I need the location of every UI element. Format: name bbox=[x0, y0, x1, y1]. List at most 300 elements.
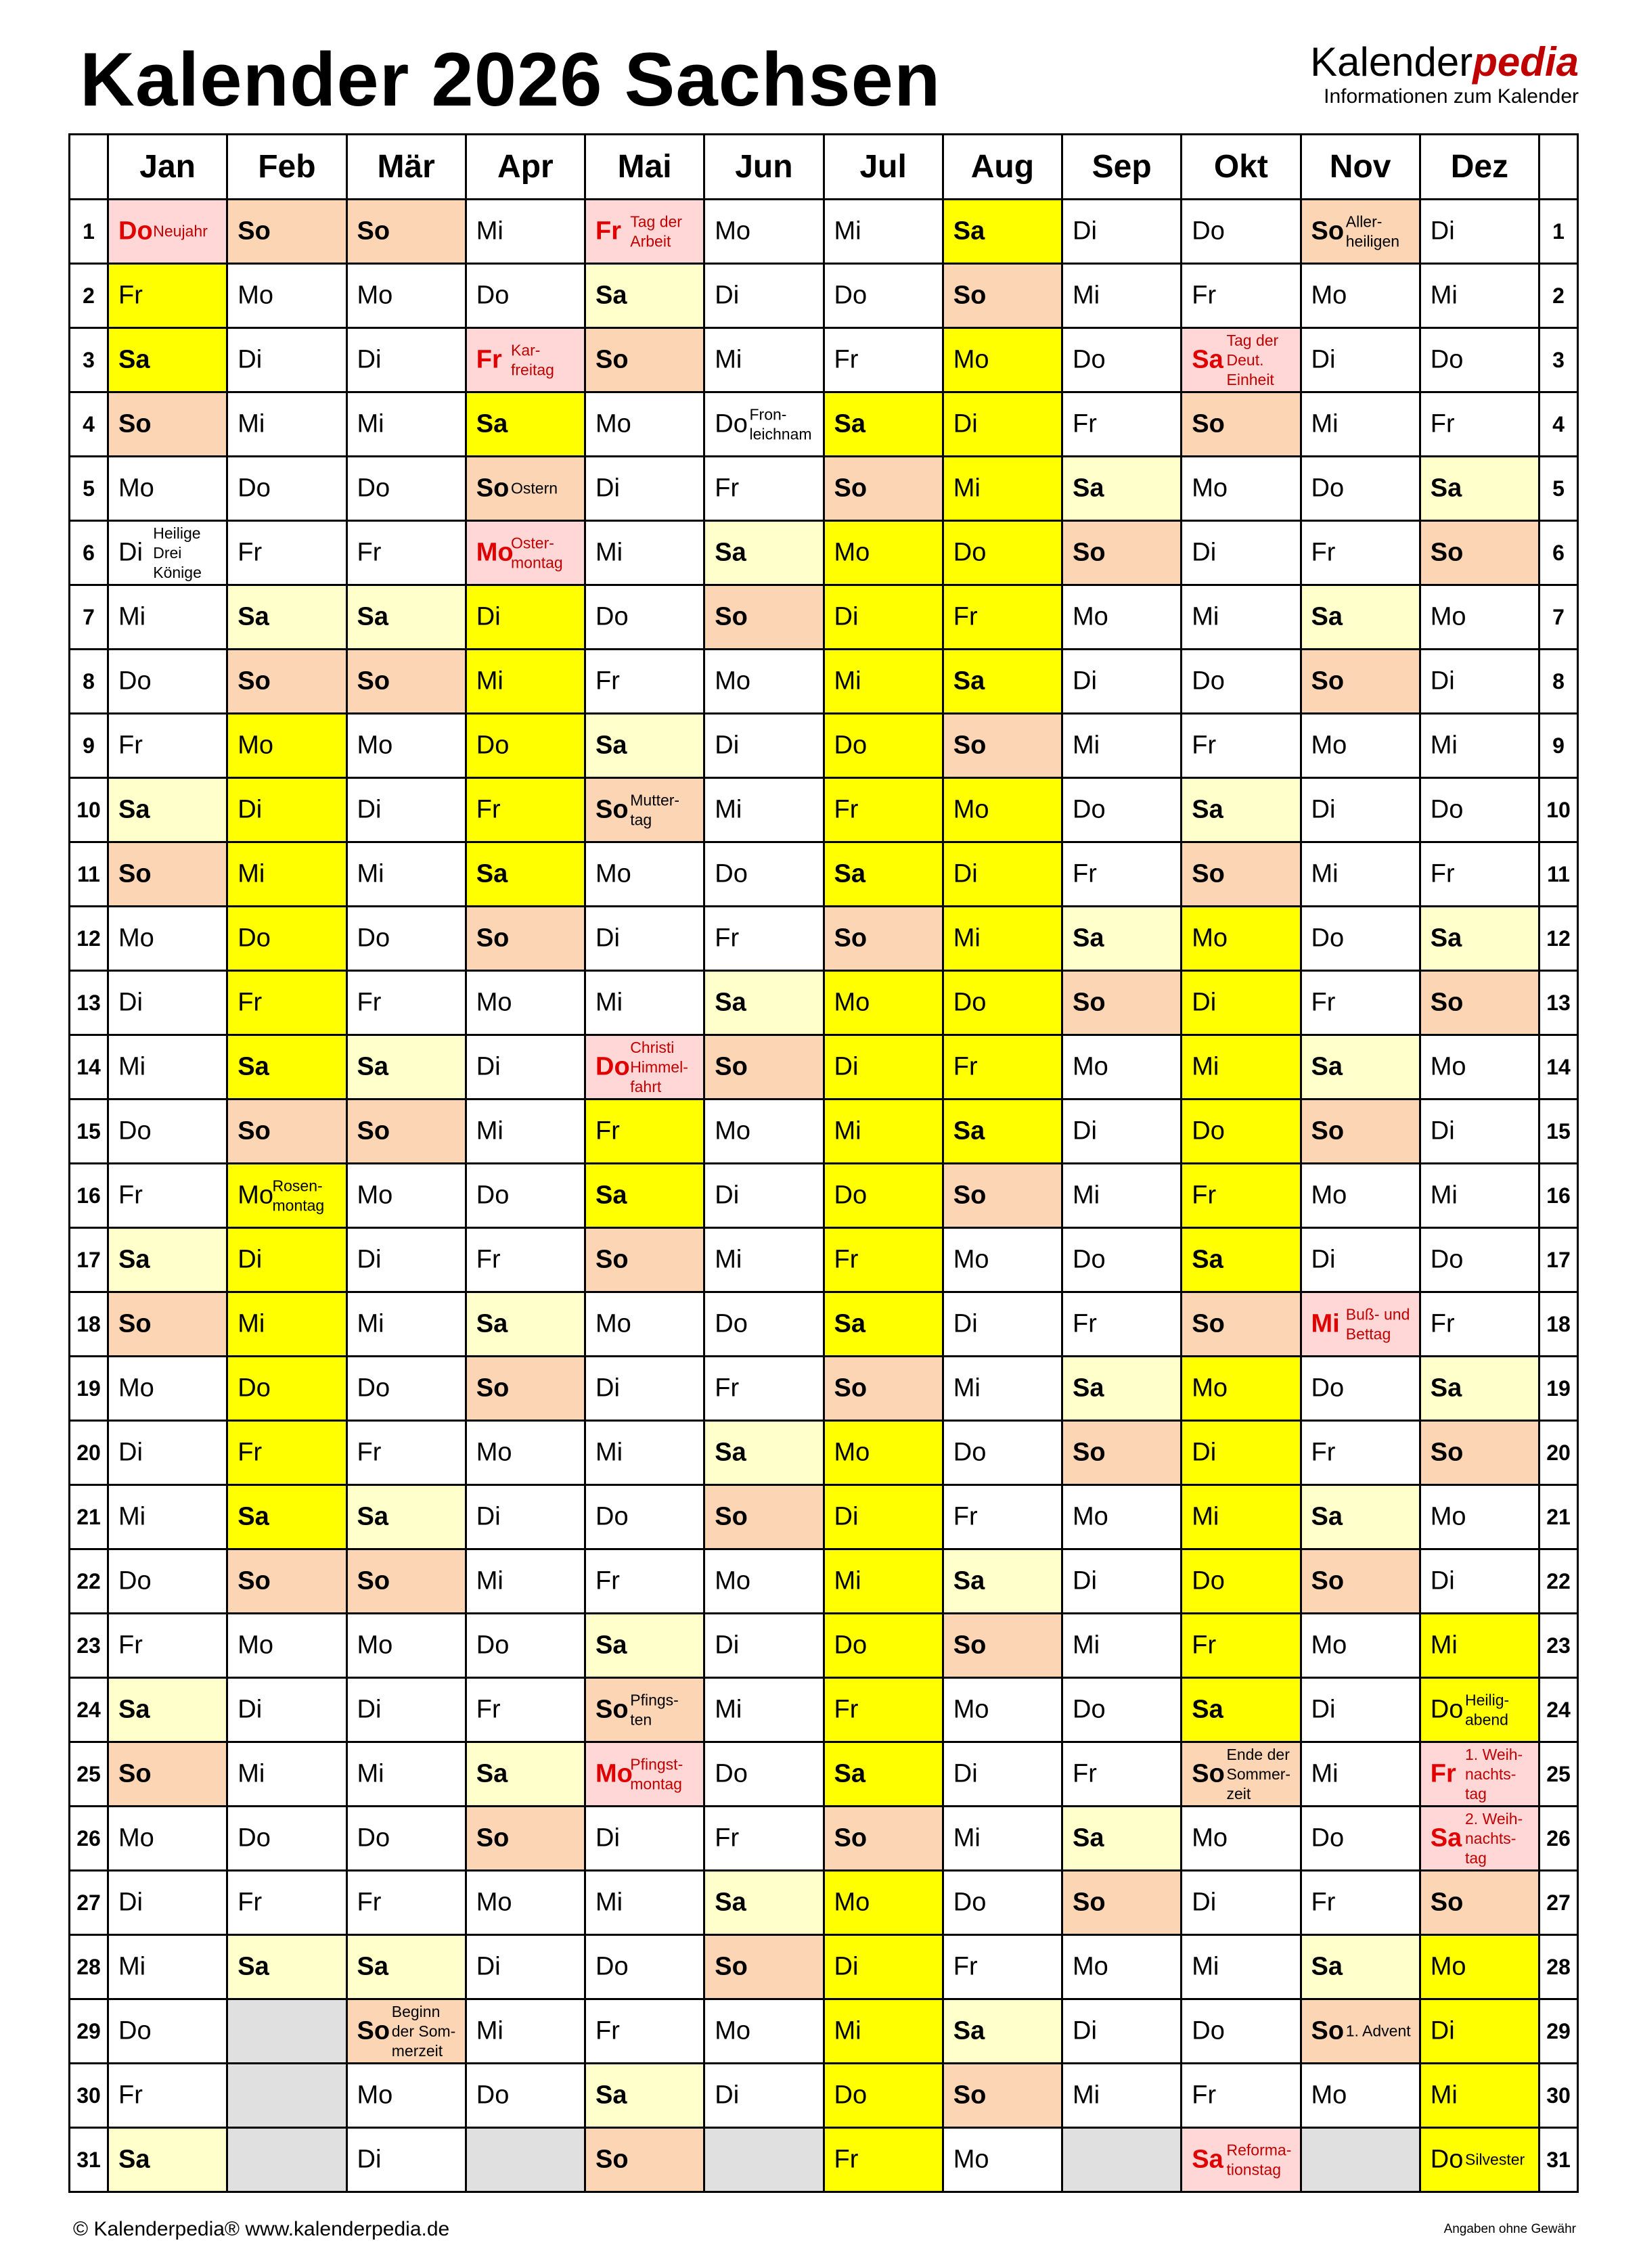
logo-brand bbox=[1310, 39, 1579, 85]
calendar-row bbox=[70, 328, 1578, 392]
day-cell bbox=[1420, 907, 1539, 971]
weekday-label: Fr bbox=[1430, 859, 1455, 888]
day-cell bbox=[108, 971, 227, 1035]
weekday-label: Do bbox=[476, 281, 510, 310]
weekday-label: Fr bbox=[357, 538, 382, 567]
weekday-label: Di bbox=[834, 602, 859, 631]
weekday-label: Di bbox=[595, 1374, 620, 1403]
weekday-label: Fr bbox=[238, 538, 263, 567]
day-cell bbox=[704, 650, 824, 714]
holiday-note: Heilig- abend bbox=[1465, 1691, 1510, 1728]
weekday-label: Di bbox=[1073, 1566, 1097, 1595]
day-number: 11 bbox=[70, 842, 108, 907]
day-cell bbox=[108, 714, 227, 778]
calendar-row bbox=[70, 392, 1578, 457]
calendar-row bbox=[70, 1421, 1578, 1485]
weekday-label: Do bbox=[953, 1438, 987, 1467]
weekday-label: Sa bbox=[595, 1181, 627, 1210]
day-cell bbox=[466, 1614, 585, 1678]
weekday-label: So bbox=[1430, 988, 1464, 1017]
day-cell bbox=[227, 392, 346, 457]
day-cell bbox=[585, 264, 704, 328]
day-cell bbox=[466, 1292, 585, 1357]
day-number: 30 bbox=[1539, 2064, 1578, 2128]
day-cell bbox=[108, 1871, 227, 1935]
day-number: 28 bbox=[70, 1935, 108, 1999]
weekday-label: Mo bbox=[238, 1631, 274, 1660]
day-cell bbox=[1301, 1807, 1420, 1871]
weekday-label: Fr bbox=[715, 924, 740, 953]
weekday-label: Fr bbox=[1192, 281, 1217, 310]
day-cell bbox=[1062, 1421, 1182, 1485]
day-cell bbox=[108, 1357, 227, 1421]
weekday-label: Do bbox=[1192, 1566, 1225, 1595]
day-number: 7 bbox=[1539, 585, 1578, 650]
weekday-label: Mi bbox=[834, 2016, 861, 2045]
day-cell bbox=[1062, 714, 1182, 778]
weekday-label: Do bbox=[357, 474, 390, 503]
day-cell bbox=[1062, 1549, 1182, 1614]
weekday-label: Mo bbox=[1430, 602, 1466, 631]
weekday-label: Mi bbox=[1311, 1759, 1339, 1788]
day-cell bbox=[346, 1099, 466, 1164]
day-cell bbox=[585, 1807, 704, 1871]
weekday-label: So bbox=[118, 1309, 152, 1338]
weekday-label: Mi bbox=[715, 795, 742, 824]
day-number: 29 bbox=[70, 1999, 108, 2064]
weekday-label: So bbox=[1192, 859, 1225, 888]
weekday-label: Fr bbox=[1430, 1309, 1455, 1338]
day-cell bbox=[585, 2128, 704, 2192]
weekday-label: Mi bbox=[238, 1759, 265, 1788]
weekday-label: So bbox=[595, 1695, 629, 1724]
day-cell bbox=[585, 1292, 704, 1357]
day-cell bbox=[1420, 392, 1539, 457]
weekday-label: Di bbox=[1430, 2016, 1455, 2045]
day-cell bbox=[466, 1421, 585, 1485]
day-number: 9 bbox=[1539, 714, 1578, 778]
holiday-note: Fron- leichnam bbox=[749, 405, 812, 443]
day-number: 21 bbox=[1539, 1485, 1578, 1549]
day-cell bbox=[1301, 1421, 1420, 1485]
weekday-label: Sa bbox=[595, 281, 627, 310]
holiday-note: Tag der Arbeit bbox=[630, 212, 682, 250]
calendar-row bbox=[70, 200, 1578, 264]
weekday-label: So bbox=[595, 345, 629, 374]
weekday-label: Do bbox=[118, 1566, 152, 1595]
weekday-label: Di bbox=[1311, 1245, 1336, 1274]
day-cell bbox=[1182, 328, 1301, 392]
weekday-label: Mo bbox=[834, 1438, 870, 1467]
weekday-label: Mi bbox=[953, 474, 981, 503]
weekday-label: Do bbox=[118, 2016, 152, 2045]
day-cell bbox=[704, 521, 824, 585]
calendar-row bbox=[70, 1228, 1578, 1292]
day-number: 7 bbox=[70, 585, 108, 650]
day-cell bbox=[227, 650, 346, 714]
weekday-label: Di bbox=[1073, 217, 1097, 246]
day-cell bbox=[943, 328, 1062, 392]
weekday-label: Mi bbox=[357, 859, 384, 888]
weekday-label: Fr bbox=[1192, 1631, 1217, 1660]
day-cell bbox=[346, 1678, 466, 1742]
day-cell bbox=[943, 1228, 1062, 1292]
day-cell bbox=[1062, 521, 1182, 585]
day-cell bbox=[108, 264, 227, 328]
day-cell bbox=[585, 907, 704, 971]
weekday-label: Sa bbox=[476, 1759, 508, 1788]
weekday-label: Do bbox=[1430, 1245, 1464, 1274]
weekday-label: So bbox=[1073, 988, 1106, 1017]
weekday-label: Mi bbox=[118, 602, 146, 631]
day-number: 8 bbox=[70, 650, 108, 714]
calendar-row bbox=[70, 1678, 1578, 1742]
weekday-label: Mi bbox=[1192, 1502, 1219, 1531]
day-number: 2 bbox=[1539, 264, 1578, 328]
day-cell bbox=[585, 971, 704, 1035]
day-cell bbox=[108, 521, 227, 585]
day-cell bbox=[943, 457, 1062, 521]
calendar-row bbox=[70, 1292, 1578, 1357]
day-cell bbox=[1301, 1035, 1420, 1099]
day-number: 18 bbox=[70, 1292, 108, 1357]
day-cell bbox=[1420, 1357, 1539, 1421]
day-number: 14 bbox=[1539, 1035, 1578, 1099]
weekday-label: Mo bbox=[1311, 281, 1347, 310]
day-cell bbox=[1420, 971, 1539, 1035]
day-cell bbox=[227, 1421, 346, 1485]
day-cell bbox=[704, 1678, 824, 1742]
calendar-row bbox=[70, 1164, 1578, 1228]
day-cell bbox=[1182, 778, 1301, 842]
weekday-label: Di bbox=[715, 2081, 740, 2110]
day-cell bbox=[466, 907, 585, 971]
day-number: 13 bbox=[1539, 971, 1578, 1035]
day-cell bbox=[1301, 1549, 1420, 1614]
day-cell bbox=[227, 1292, 346, 1357]
day-cell bbox=[346, 1549, 466, 1614]
weekday-label: Sa bbox=[715, 538, 746, 567]
day-cell bbox=[346, 1485, 466, 1549]
holiday-note: Oster- montag bbox=[511, 534, 563, 571]
weekday-label: Do bbox=[1311, 924, 1345, 953]
day-cell bbox=[585, 1421, 704, 1485]
calendar-row bbox=[70, 1485, 1578, 1549]
weekday-label: Sa bbox=[238, 1052, 269, 1081]
calendar-row bbox=[70, 264, 1578, 328]
calendar-row bbox=[70, 1357, 1578, 1421]
weekday-label: Mo bbox=[595, 409, 631, 438]
day-cell bbox=[227, 842, 346, 907]
weekday-label: Fr bbox=[357, 988, 382, 1017]
day-cell bbox=[704, 1742, 824, 1807]
weekday-label: Fr bbox=[118, 281, 143, 310]
weekday-label: Sa bbox=[1311, 1952, 1343, 1981]
day-cell bbox=[943, 2064, 1062, 2128]
day-cell bbox=[585, 842, 704, 907]
weekday-label: Sa bbox=[1311, 1502, 1343, 1531]
day-number: 24 bbox=[1539, 1678, 1578, 1742]
weekday-label: Sa bbox=[476, 1309, 508, 1338]
day-cell bbox=[824, 1035, 943, 1099]
day-cell bbox=[346, 1935, 466, 1999]
day-cell bbox=[1062, 2064, 1182, 2128]
day-number: 28 bbox=[1539, 1935, 1578, 1999]
weekday-label: Mo bbox=[595, 859, 631, 888]
weekday-label: So bbox=[1073, 1438, 1106, 1467]
weekday-label: So bbox=[1073, 1888, 1106, 1917]
weekday-label: Fr bbox=[1192, 2081, 1217, 2110]
weekday-label: Di bbox=[953, 1309, 978, 1338]
weekday-label: Fr bbox=[834, 2145, 859, 2174]
day-cell bbox=[1301, 521, 1420, 585]
day-number: 15 bbox=[1539, 1099, 1578, 1164]
day-cell bbox=[1301, 585, 1420, 650]
calendar-row bbox=[70, 907, 1578, 971]
weekday-label: Mi bbox=[715, 1245, 742, 1274]
weekday-label: Sa bbox=[953, 217, 985, 246]
day-cell bbox=[466, 585, 585, 650]
weekday-label: Mi bbox=[476, 1566, 503, 1595]
day-cell bbox=[1301, 1292, 1420, 1357]
weekday-label: Mo bbox=[715, 217, 751, 246]
day-cell bbox=[1062, 1035, 1182, 1099]
weekday-label: Sa bbox=[953, 666, 985, 696]
day-cell bbox=[824, 1678, 943, 1742]
weekday-label: Fr bbox=[1430, 1759, 1456, 1788]
day-cell bbox=[585, 585, 704, 650]
weekday-label: Do bbox=[118, 1116, 152, 1146]
day-cell bbox=[1182, 1678, 1301, 1742]
weekday-label: Do bbox=[834, 2081, 868, 2110]
weekday-label: Fr bbox=[715, 474, 740, 503]
weekday-label: Sa bbox=[834, 409, 866, 438]
day-cell bbox=[585, 1614, 704, 1678]
day-number: 4 bbox=[70, 392, 108, 457]
weekday-label: Mo bbox=[715, 2016, 751, 2045]
weekday-label: Mi bbox=[953, 1823, 981, 1853]
calendar-row bbox=[70, 521, 1578, 585]
weekday-label: Fr bbox=[238, 1888, 263, 1917]
weekday-label: Do bbox=[118, 217, 153, 246]
day-cell bbox=[108, 1228, 227, 1292]
weekday-label: Mo bbox=[357, 281, 393, 310]
day-cell bbox=[585, 328, 704, 392]
weekday-label: Do bbox=[595, 1052, 630, 1081]
day-cell bbox=[346, 1228, 466, 1292]
weekday-label: Di bbox=[476, 602, 501, 631]
weekday-label: Mi bbox=[238, 409, 265, 438]
day-cell bbox=[108, 1935, 227, 1999]
weekday-label: Mi bbox=[1073, 1631, 1100, 1660]
day-cell bbox=[346, 778, 466, 842]
day-cell bbox=[1062, 1292, 1182, 1357]
day-cell bbox=[1301, 264, 1420, 328]
weekday-label: Di bbox=[595, 924, 620, 953]
weekday-label: So bbox=[715, 1952, 748, 1981]
day-cell bbox=[704, 585, 824, 650]
day-cell bbox=[108, 1807, 227, 1871]
weekday-label: Di bbox=[953, 859, 978, 888]
day-cell bbox=[585, 1228, 704, 1292]
day-cell bbox=[824, 1485, 943, 1549]
day-cell bbox=[466, 1164, 585, 1228]
weekday-label: Mo bbox=[1073, 1502, 1108, 1531]
empty-day-cell bbox=[1062, 2128, 1182, 2192]
day-cell bbox=[1182, 1871, 1301, 1935]
weekday-label: So bbox=[238, 1116, 271, 1146]
weekday-label: Di bbox=[238, 345, 263, 374]
weekday-label: Mi bbox=[1430, 1181, 1458, 1210]
day-cell bbox=[108, 1549, 227, 1614]
weekday-label: Mi bbox=[834, 1566, 861, 1595]
weekday-label: Mi bbox=[595, 1888, 623, 1917]
day-cell bbox=[704, 1999, 824, 2064]
day-cell bbox=[943, 842, 1062, 907]
weekday-label: Di bbox=[357, 795, 382, 824]
day-cell bbox=[1062, 1164, 1182, 1228]
weekday-label: Mo bbox=[953, 1695, 989, 1724]
day-cell bbox=[466, 778, 585, 842]
holiday-note: 2. Weih- nachts- tag bbox=[1465, 1809, 1523, 1867]
weekday-label: Fr bbox=[1192, 1181, 1217, 1210]
day-cell bbox=[943, 521, 1062, 585]
weekday-label: So bbox=[118, 409, 152, 438]
weekday-label: Mo bbox=[357, 2081, 393, 2110]
day-cell bbox=[108, 1999, 227, 2064]
weekday-label: Do bbox=[1192, 217, 1225, 246]
weekday-label: Fr bbox=[1073, 1759, 1097, 1788]
day-cell bbox=[824, 457, 943, 521]
weekday-label: Mo bbox=[1192, 1374, 1228, 1403]
weekday-label: Fr bbox=[118, 1631, 143, 1660]
day-cell bbox=[1182, 1614, 1301, 1678]
weekday-label: Mo bbox=[238, 1181, 274, 1210]
weekday-label: Sa bbox=[1073, 1823, 1104, 1853]
day-cell bbox=[943, 1871, 1062, 1935]
weekday-label: Mi bbox=[1192, 1952, 1219, 1981]
weekday-label: Mi bbox=[1430, 2081, 1458, 2110]
day-cell bbox=[1301, 392, 1420, 457]
day-cell bbox=[585, 1678, 704, 1742]
day-cell bbox=[585, 1035, 704, 1099]
holiday-note: Neujahr bbox=[153, 222, 208, 240]
month-header: Apr bbox=[466, 135, 585, 200]
weekday-label: Do bbox=[715, 1309, 748, 1338]
day-cell bbox=[466, 457, 585, 521]
weekday-label: So bbox=[834, 924, 868, 953]
day-number: 12 bbox=[1539, 907, 1578, 971]
weekday-label: Fr bbox=[595, 1566, 620, 1595]
day-number: 5 bbox=[1539, 457, 1578, 521]
day-cell bbox=[227, 200, 346, 264]
day-cell bbox=[704, 264, 824, 328]
holiday-note: Ostern bbox=[511, 479, 558, 497]
weekday-label: Sa bbox=[118, 795, 150, 824]
weekday-label: Mi bbox=[357, 1759, 384, 1788]
day-cell bbox=[466, 1999, 585, 2064]
day-number: 10 bbox=[1539, 778, 1578, 842]
weekday-label: Di bbox=[357, 1695, 382, 1724]
weekday-label: Mo bbox=[476, 1888, 512, 1917]
calendar-row bbox=[70, 1935, 1578, 1999]
day-cell bbox=[704, 1871, 824, 1935]
weekday-label: Di bbox=[1192, 988, 1217, 1017]
month-header: Nov bbox=[1301, 135, 1420, 200]
day-cell bbox=[824, 1871, 943, 1935]
calendar-row bbox=[70, 1742, 1578, 1807]
weekday-label: So bbox=[476, 1823, 510, 1853]
day-cell bbox=[704, 842, 824, 907]
holiday-note: Rosen- montag bbox=[272, 1177, 325, 1214]
day-cell bbox=[585, 714, 704, 778]
weekday-label: Sa bbox=[1192, 345, 1223, 374]
day-cell bbox=[1062, 778, 1182, 842]
weekday-label: Di bbox=[595, 474, 620, 503]
weekday-label: Mo bbox=[118, 1823, 154, 1853]
day-cell bbox=[466, 264, 585, 328]
day-cell bbox=[943, 1678, 1062, 1742]
day-cell bbox=[1062, 585, 1182, 650]
weekday-label: Mi bbox=[476, 1116, 503, 1146]
day-number: 14 bbox=[70, 1035, 108, 1099]
day-cell bbox=[466, 521, 585, 585]
weekday-label: Do bbox=[476, 1181, 510, 1210]
day-cell bbox=[943, 264, 1062, 328]
day-cell bbox=[1182, 1099, 1301, 1164]
weekday-label: Fr bbox=[118, 2081, 143, 2110]
weekday-label: Fr bbox=[953, 1502, 978, 1531]
weekday-label: Fr bbox=[238, 988, 263, 1017]
weekday-label: Do bbox=[1430, 1695, 1464, 1724]
weekday-label: So bbox=[1192, 409, 1225, 438]
day-cell bbox=[1301, 650, 1420, 714]
weekday-label: Mo bbox=[1073, 1052, 1108, 1081]
weekday-label: Mo bbox=[715, 666, 751, 696]
day-cell bbox=[1420, 1999, 1539, 2064]
weekday-label: Do bbox=[1430, 795, 1464, 824]
weekday-label: Sa bbox=[715, 1888, 746, 1917]
weekday-label: Mi bbox=[715, 1695, 742, 1724]
day-cell bbox=[466, 2064, 585, 2128]
day-cell bbox=[346, 1421, 466, 1485]
holiday-note: Mutter- tag bbox=[630, 791, 680, 828]
day-cell bbox=[108, 1614, 227, 1678]
weekday-label: Sa bbox=[834, 1309, 866, 1338]
weekday-label: Fr bbox=[595, 217, 621, 246]
day-cell bbox=[1182, 264, 1301, 328]
day-cell bbox=[466, 1485, 585, 1549]
day-number: 9 bbox=[70, 714, 108, 778]
day-cell bbox=[1301, 1742, 1420, 1807]
day-cell bbox=[1301, 778, 1420, 842]
day-cell bbox=[943, 200, 1062, 264]
day-cell bbox=[466, 392, 585, 457]
weekday-label: Mo bbox=[834, 988, 870, 1017]
day-cell bbox=[1301, 1099, 1420, 1164]
weekday-label: Fr bbox=[118, 731, 143, 760]
day-cell bbox=[1420, 264, 1539, 328]
weekday-label: Do bbox=[715, 409, 748, 438]
weekday-label: So bbox=[1430, 1438, 1464, 1467]
day-cell bbox=[108, 2064, 227, 2128]
day-cell bbox=[704, 1549, 824, 1614]
logo-brand-a: Kalender bbox=[1310, 39, 1473, 85]
day-cell bbox=[1062, 1999, 1182, 2064]
day-number: 1 bbox=[70, 200, 108, 264]
weekday-label: Mi bbox=[1073, 731, 1100, 760]
month-header: Mai bbox=[585, 135, 704, 200]
